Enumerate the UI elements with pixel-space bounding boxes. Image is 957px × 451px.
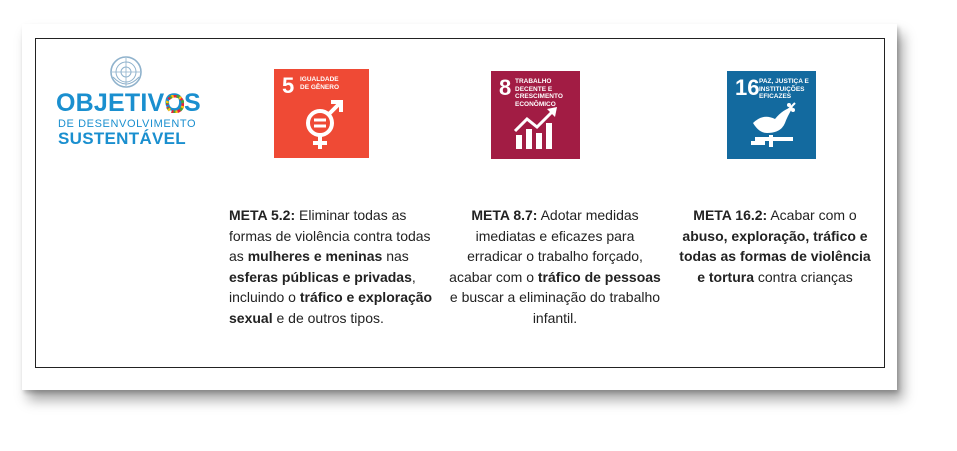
dove-gavel-icon bbox=[745, 99, 801, 153]
meta-5-2-part: esferas públicas e privadas bbox=[229, 268, 412, 285]
logo-title: OBJETIVOS bbox=[56, 89, 201, 117]
meta-8-7-part: Adotar medidas imediatas e eficazes para erradicar o trabalho forçado, acabar com o bbox=[449, 207, 643, 285]
growth-chart-icon bbox=[513, 105, 559, 151]
goal-16-number: 16 bbox=[735, 75, 760, 100]
logo-subtitle-bold: SUSTENTÁVEL bbox=[58, 129, 186, 148]
meta-5-2-text bbox=[229, 205, 434, 328]
meta-8-7-part: tráfico de pessoas bbox=[537, 268, 661, 285]
goal-8-name: TRABALHO DECENTE E CRESCIMENTO ECONÔMICO bbox=[515, 78, 563, 108]
goal-5-tile bbox=[274, 69, 369, 158]
meta-5-2-part: Eliminar todas as formas de violência contra todas as bbox=[229, 207, 431, 264]
meta-16-2-text bbox=[676, 205, 874, 287]
goal-16-tile bbox=[727, 71, 816, 159]
goal-16-name: PAZ, JUSTIÇA E INSTITUIÇÕES EFICAZES bbox=[759, 78, 809, 100]
goal-5-number: 5 bbox=[282, 73, 295, 98]
meta-8-7-part: e buscar a eliminação do trabalho infantil. bbox=[449, 289, 661, 326]
meta-16-2-part: contra crianças bbox=[753, 268, 853, 285]
meta-5-2-part: , incluindo o bbox=[229, 268, 416, 305]
meta-16-2-label: META 16.2: bbox=[693, 207, 768, 223]
meta-16-2-part: abuso, exploração, tráfico e todas as formas de violência e tortura bbox=[679, 227, 871, 285]
meta-16-2-part: Acabar com o bbox=[767, 207, 857, 223]
meta-8-7-label: META 8.7: bbox=[471, 207, 538, 223]
meta-5-2-part: e de outros tipos. bbox=[272, 309, 384, 326]
meta-5-2-part: mulheres e meninas bbox=[247, 248, 383, 264]
goal-5-name: IGUALDADE DE GÊNERO bbox=[300, 76, 340, 91]
meta-5-2-part: nas bbox=[382, 248, 409, 264]
sdg-logo bbox=[50, 55, 200, 155]
goal-8-number: 8 bbox=[499, 75, 512, 100]
meta-8-7-text bbox=[448, 205, 662, 328]
goal-8-tile bbox=[491, 71, 580, 159]
un-emblem-icon bbox=[109, 55, 143, 89]
sdg-wheel-icon bbox=[166, 95, 184, 113]
gender-equality-icon bbox=[300, 99, 346, 151]
logo-subtitle: DE DESENVOLVIMENTO bbox=[58, 118, 197, 130]
meta-5-2-label: META 5.2: bbox=[229, 207, 296, 223]
meta-5-2-part: tráfico e exploração sexual bbox=[229, 289, 433, 326]
